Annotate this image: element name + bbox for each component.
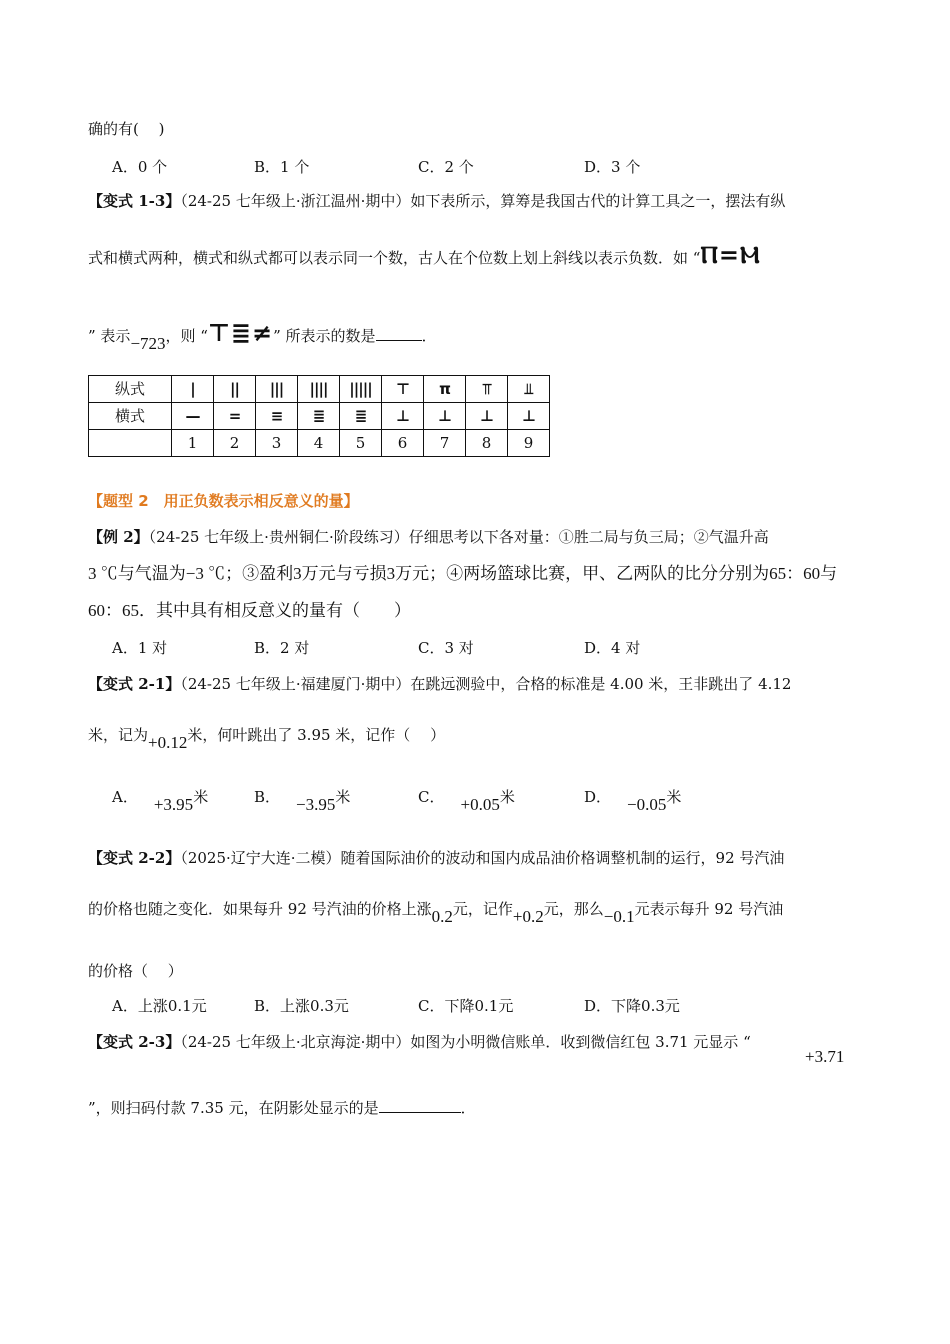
math-number: −723 bbox=[130, 334, 166, 353]
example-2-line3: 60：65．其中具有相反意义的量有（ ） bbox=[88, 601, 411, 620]
option-d bbox=[584, 786, 682, 814]
option-d: D．4 对 bbox=[584, 639, 641, 657]
variant-2-2-line2 bbox=[88, 898, 784, 926]
table-header-cell: 纵式 bbox=[89, 376, 172, 403]
rod-cell: ⫫ bbox=[508, 376, 550, 403]
math-number: −0.1 bbox=[603, 907, 635, 926]
question-text: ，则 “ bbox=[165, 327, 208, 345]
math-number: +0.2 bbox=[512, 907, 544, 926]
option-c: C．2 个 bbox=[418, 158, 474, 176]
rod-cell: ⊥ bbox=[508, 403, 550, 430]
variant-tag: 【变式 2-2】 bbox=[88, 849, 181, 867]
variant-2-3-line2 bbox=[88, 1096, 476, 1119]
question-text: 确的有( ) bbox=[88, 120, 165, 138]
answer-blank bbox=[376, 324, 422, 341]
question-text: ． bbox=[421, 327, 437, 345]
rod-cell: ⊥ bbox=[424, 403, 466, 430]
variant-tag: 【变式 2-1】 bbox=[88, 675, 181, 693]
question-text: （24-25 七年级上·贵州铜仁·阶段练习）仔细思考以下各对量：①胜二局与负三局；②气温升高 bbox=[148, 528, 769, 546]
digit-cell: 5 bbox=[340, 430, 382, 457]
question-text: 米，记为 bbox=[88, 726, 149, 744]
digit-cell: 2 bbox=[214, 430, 256, 457]
rod-cell: — bbox=[172, 403, 214, 430]
option-unit: 米 bbox=[335, 788, 351, 806]
option-b: B．上涨0.3元 bbox=[254, 997, 349, 1015]
variant-1-3-line1 bbox=[88, 190, 785, 212]
option-d: D．下降0.3元 bbox=[584, 997, 680, 1015]
variant-2-1-line2 bbox=[88, 724, 446, 752]
digit-cell: 1 bbox=[172, 430, 214, 457]
option-b: B．1 个 bbox=[254, 158, 310, 176]
option-letter: A． bbox=[112, 788, 138, 806]
variant-1-3-line2 bbox=[88, 241, 761, 269]
rod-cell: ⫪ bbox=[466, 376, 508, 403]
option-unit: 米 bbox=[193, 788, 209, 806]
counting-rod-glyph: ⊤≣≠ bbox=[207, 319, 274, 347]
example-2-line2: 3 ℃与气温为−3 ℃；③盈利3万元与亏损3万元；④两场篮球比赛，甲、乙两队的比分分别为65：60与 bbox=[88, 564, 838, 583]
option-b bbox=[254, 786, 351, 814]
question-text: 的价格也随之变化．如果每升 92 号汽油的价格上涨 bbox=[88, 900, 432, 918]
digit-cell: 7 bbox=[424, 430, 466, 457]
counting-rod-table bbox=[88, 375, 550, 457]
option-d: D．3 个 bbox=[584, 158, 641, 176]
rod-cell: = bbox=[214, 403, 256, 430]
example-2-line1 bbox=[88, 526, 769, 548]
table-row bbox=[89, 430, 550, 457]
rod-cell: || bbox=[214, 376, 256, 403]
digit-cell: 9 bbox=[508, 430, 550, 457]
math-number: 0.2 bbox=[431, 907, 453, 926]
rod-cell: π bbox=[424, 376, 466, 403]
rod-cell: ||||| bbox=[340, 376, 382, 403]
variant-2-2-line3: 的价格（ ） bbox=[88, 962, 183, 980]
question-text: 元，记作 bbox=[452, 900, 513, 918]
question-text: （24-25 七年级上·福建厦门·期中）在跳远测验中，合格的标准是 4.00 米，王非跳出了 4.12 bbox=[180, 675, 792, 693]
question-text: ． bbox=[460, 1099, 476, 1117]
rod-cell: ||| bbox=[256, 376, 298, 403]
rod-cell: | bbox=[172, 376, 214, 403]
table-row bbox=[89, 376, 550, 403]
math-number: +3.71 bbox=[805, 1047, 845, 1066]
math-number: +3.95 bbox=[153, 795, 194, 814]
digit-cell: 6 bbox=[382, 430, 424, 457]
rod-cell: |||| bbox=[298, 376, 340, 403]
variant-tag: 【例 2】 bbox=[88, 528, 149, 546]
question-text: ”，则扫码付款 7.35 元，在阴影处显示的是 bbox=[88, 1099, 379, 1117]
table-header-cell: 横式 bbox=[89, 403, 172, 430]
variant-1-3-line3 bbox=[88, 319, 437, 353]
rod-cell: ⊥ bbox=[466, 403, 508, 430]
question-text: 元，那么 bbox=[543, 900, 604, 918]
rod-cell: ⊤ bbox=[382, 376, 424, 403]
math-number: −3.95 bbox=[296, 795, 336, 814]
option-unit: 米 bbox=[499, 788, 515, 806]
option-a: A．0 个 bbox=[112, 158, 168, 176]
variant-tag: 【变式 2-3】 bbox=[88, 1033, 181, 1051]
table-header-cell bbox=[89, 430, 172, 457]
digit-cell: 3 bbox=[256, 430, 298, 457]
question-text: ” 表示 bbox=[88, 327, 131, 345]
question-text: （24-25 七年级上·浙江温州·期中）如下表所示，算筹是我国古代的计算工具之一，摆法有纵 bbox=[180, 192, 786, 210]
question-text: 元表示每升 92 号汽油 bbox=[634, 900, 784, 918]
question-text: （24-25 七年级上·北京海淀·期中）如图为小明微信账单．收到微信红包 3.71 元显示 “ bbox=[180, 1033, 751, 1051]
rod-cell: ≣ bbox=[340, 403, 382, 430]
option-unit: 米 bbox=[666, 788, 682, 806]
option-c: C．下降0.1元 bbox=[418, 997, 514, 1015]
question-text: 米，何叶跳出了 3.95 米，记作（ ） bbox=[187, 726, 446, 744]
question-text: （2025·辽宁大连·二模）随着国际油价的波动和国内成品油价格调整机制的运行，92 号汽油 bbox=[180, 849, 785, 867]
section-heading: 【题型 2 用正负数表示相反意义的量】 bbox=[88, 492, 359, 510]
variant-2-2-line1 bbox=[88, 847, 784, 869]
rod-cell: ≣ bbox=[298, 403, 340, 430]
option-a bbox=[112, 786, 209, 814]
option-letter: D． bbox=[584, 788, 612, 806]
question-text: ” 所表示的数是 bbox=[273, 327, 376, 345]
math-number: +0.05 bbox=[460, 795, 500, 814]
option-c: C．3 对 bbox=[418, 639, 474, 657]
digit-cell: 4 bbox=[298, 430, 340, 457]
variant-tag: 【变式 1-3】 bbox=[88, 192, 181, 210]
option-letter: C． bbox=[418, 788, 445, 806]
digit-cell: 8 bbox=[466, 430, 508, 457]
option-a: A．上涨0.1元 bbox=[112, 997, 207, 1015]
math-number: +0.12 bbox=[148, 733, 188, 752]
answer-blank bbox=[379, 1096, 461, 1113]
question-text: 式和横式两种，横式和纵式都可以表示同一个数，古人在个位数上划上斜线以表示负数．如 “ bbox=[88, 249, 701, 267]
option-a: A．1 对 bbox=[112, 639, 168, 657]
counting-rod-glyph: Ⲡ=Ⲙ bbox=[700, 241, 761, 269]
variant-2-1-line1 bbox=[88, 673, 791, 695]
math-number: −0.05 bbox=[627, 795, 667, 814]
option-b: B．2 对 bbox=[254, 639, 310, 657]
option-c bbox=[418, 786, 515, 814]
variant-2-3-line1 bbox=[88, 1031, 751, 1053]
rod-cell: ≡ bbox=[256, 403, 298, 430]
table-row bbox=[89, 403, 550, 430]
option-letter: B． bbox=[254, 788, 281, 806]
rod-cell: ⊥ bbox=[382, 403, 424, 430]
